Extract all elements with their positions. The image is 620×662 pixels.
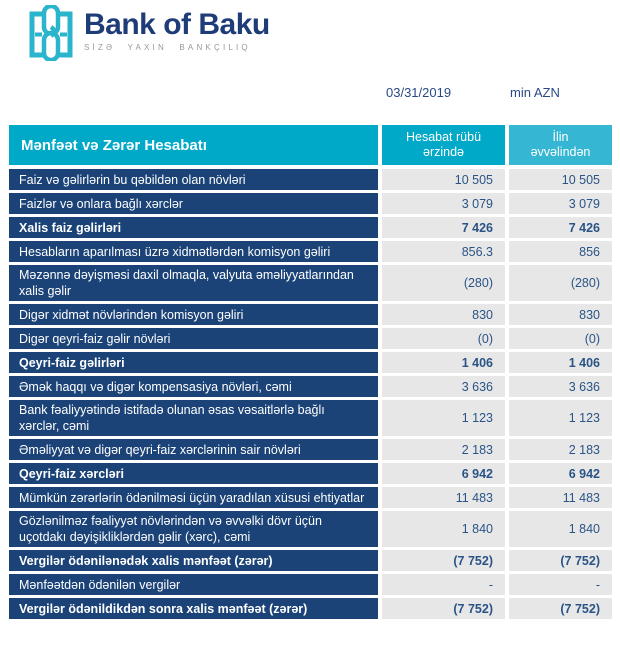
table-body [9,169,612,619]
brand-tagline: SİZƏ YAXIN BANKÇILIQ [84,43,251,52]
report-date: 03/31/2019 [386,85,452,100]
row-label: Digər xidmət növlərindən komisyon gəliri [9,304,378,325]
value-quarter: 1 123 [382,400,505,436]
value-quarter: 11 483 [382,487,505,508]
value-quarter: (7 752) [382,598,505,619]
table-row [9,352,612,373]
row-label: Xalis faiz gəlirləri [9,217,378,238]
value-ytd: 3 079 [509,193,612,214]
row-label: Qeyri-faiz gəlirləri [9,352,378,373]
table-row [9,304,612,325]
value-ytd: 1 123 [509,400,612,436]
value-quarter: 6 942 [382,463,505,484]
value-ytd: (0) [509,328,612,349]
row-label: Mənfəətdən ödənilən vergilər [9,574,378,595]
table-title: Mənfəət və Zərər Hesabatı [9,125,378,165]
brand-name: Bank of Baku [84,8,270,41]
value-quarter: (7 752) [382,550,505,571]
row-label: Vergilər ödənilənədək xalis mənfəət (zərər) [9,550,378,571]
table-row [9,439,612,460]
table-row [9,574,612,595]
value-quarter: 2 183 [382,439,505,460]
value-quarter: - [382,574,505,595]
row-label: Məzənnə dəyişməsi daxil olmaqla, valyuta əməliyyatlarından xalis gəlir [9,265,378,301]
value-quarter: 3 636 [382,376,505,397]
meta-row [0,85,620,101]
table-row [9,241,612,262]
row-label: Faiz və gəlirlərin bu qəbildən olan növləri [9,169,378,190]
table-row [9,376,612,397]
row-label: Bank fəaliyyətində istifadə olunan əsas vəsaitlərlə bağlı xərclər, cəmi [9,400,378,436]
column-header-ytd: İlin əvvəlindən [509,125,612,165]
value-ytd: 10 505 [509,169,612,190]
table-row [9,328,612,349]
table-row [9,550,612,571]
value-ytd: - [509,574,612,595]
value-ytd: 1 840 [509,511,612,547]
value-ytd: 7 426 [509,217,612,238]
row-label: Mümkün zərərlərin ödənilməsi üçün yaradılan xüsusi ehtiyatlar [9,487,378,508]
table-header-row [9,125,612,165]
chain-links-icon [28,5,74,61]
row-label: Qeyri-faiz xərcləri [9,463,378,484]
value-quarter: 856.3 [382,241,505,262]
value-ytd: 6 942 [509,463,612,484]
column-header-quarter: Hesabat rübü ərzində [382,125,505,165]
value-quarter: 7 426 [382,217,505,238]
row-label: Hesabların aparılması üzrə xidmətlərdən komisyon gəliri [9,241,378,262]
table-row [9,193,612,214]
currency-unit-label: min AZN [510,85,560,100]
value-quarter: 1 840 [382,511,505,547]
value-ytd: 3 636 [509,376,612,397]
value-ytd: 11 483 [509,487,612,508]
row-label: Əməliyyat və digər qeyri-faiz xərclərinin sair növləri [9,439,378,460]
value-quarter: 10 505 [382,169,505,190]
value-ytd: 830 [509,304,612,325]
pnl-table [9,125,612,619]
value-ytd: (280) [509,265,612,301]
value-ytd: 1 406 [509,352,612,373]
table-row [9,265,612,301]
value-ytd: 2 183 [509,439,612,460]
brand-header [28,5,620,61]
table-row [9,400,612,436]
row-label: Əmək haqqı və digər kompensasiya növləri, cəmi [9,376,378,397]
value-quarter: 1 406 [382,352,505,373]
table-row [9,463,612,484]
row-label: Digər qeyri-faiz gəlir növləri [9,328,378,349]
table-row [9,511,612,547]
row-label: Faizlər və onlara bağlı xərclər [9,193,378,214]
logo-text [84,5,270,52]
table-row [9,217,612,238]
value-quarter: (280) [382,265,505,301]
table-row [9,169,612,190]
value-ytd: (7 752) [509,598,612,619]
value-quarter: (0) [382,328,505,349]
row-label: Vergilər ödənildikdən sonra xalis mənfəət (zərər) [9,598,378,619]
value-ytd: 856 [509,241,612,262]
value-ytd: (7 752) [509,550,612,571]
table-row [9,487,612,508]
table-row [9,598,612,619]
row-label: Gözlənilməz fəaliyyət növlərindən və əvvəlki dövr üçün uçotdakı dəyişikliklərdən gəlir (xərc), cəmi [9,511,378,547]
value-quarter: 3 079 [382,193,505,214]
value-quarter: 830 [382,304,505,325]
